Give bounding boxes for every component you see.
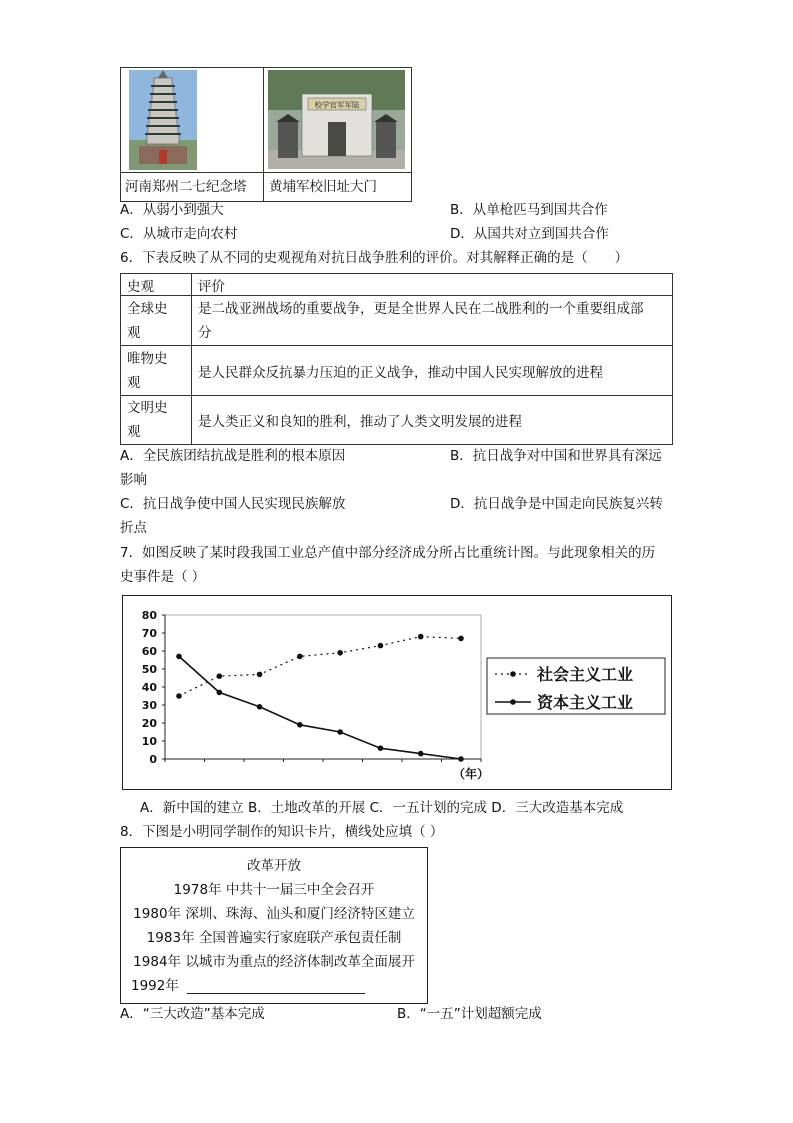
image-table-rowline (121, 172, 411, 173)
q6-row3-eval: 是人类正义和良知的胜利，推动了人类文明发展的进程 (192, 396, 673, 445)
q6-option-c[interactable]: C．抗日战争使中国人民实现民族解放 (120, 496, 346, 512)
data-point-series-2 (378, 745, 384, 751)
q5-option-d[interactable]: D．从国共对立到国共合作 (450, 226, 609, 242)
data-point-series-1 (176, 693, 182, 699)
legend-marker-1 (510, 671, 516, 677)
series-line-2 (179, 656, 461, 759)
q6-row-view (121, 396, 192, 445)
q6-row1-eval-l2: 分 (198, 324, 212, 341)
data-point-series-1 (458, 636, 464, 642)
q6-row1-view-l1: 全球史 (127, 300, 168, 317)
legend-label-2: 资本主义工业 (537, 693, 634, 712)
whampoa-gate-photo (268, 70, 405, 169)
y-tick-label: 50 (141, 663, 157, 676)
x-axis-label: （年） (452, 767, 490, 781)
data-point-series-2 (216, 690, 222, 696)
q5-option-b[interactable]: B．从单枪匹马到国共合作 (450, 202, 608, 218)
q6-row2-view-l1: 唯物史 (127, 350, 168, 367)
q6-row2-eval: 是人民群众反抗暴力压迫的正义战争，推动中国人民实现解放的进程 (192, 346, 673, 396)
legend-marker-2 (510, 699, 516, 705)
answer-blank (187, 979, 365, 994)
q6-header-eval: 评价 (192, 274, 673, 296)
data-point-series-2 (458, 756, 464, 762)
q5-option-c[interactable]: C．从城市走向农村 (120, 226, 238, 242)
q7-line-chart (123, 596, 671, 789)
q6-table (120, 273, 673, 445)
legend-label-1: 社会主义工业 (537, 665, 634, 684)
q7-chart-frame (122, 595, 672, 790)
q6-row-view (121, 346, 192, 396)
data-point-series-2 (337, 729, 343, 735)
y-tick-label: 60 (141, 645, 157, 658)
data-point-series-1 (418, 634, 424, 640)
data-point-series-2 (297, 722, 303, 728)
card-line-1978: 1978年 中共十一届三中全会召开 (173, 882, 375, 898)
q6-row1-view-l2: 观 (127, 324, 141, 341)
image-table-divider (263, 68, 264, 201)
q6-row-view (121, 296, 192, 346)
q6-option-b-line1[interactable]: B．抗日战争对中国和世界具有深远 (450, 448, 662, 464)
q7-stem-line2: 史事件是（ ） (120, 569, 206, 585)
card-line-1980: 1980年 深圳、珠海、汕头和厦门经济特区建立 (133, 906, 415, 922)
data-point-series-2 (418, 751, 424, 757)
q5-option-a[interactable]: A．从弱小到强大 (120, 202, 224, 218)
y-tick-label: 20 (141, 717, 157, 730)
card-line-1983: 1983年 全国普遍实行家庭联产承包责任制 (146, 930, 402, 946)
gate-sign-text: 校学官军军陆 (314, 100, 360, 110)
q6-row3-view-l1: 文明史 (127, 400, 168, 416)
caption-whampoa-gate: 黄埔军校旧址大门 (269, 179, 377, 195)
data-point-series-2 (176, 654, 182, 660)
y-tick-label: 40 (141, 681, 157, 694)
card-year-1992: 1992年 (131, 978, 179, 994)
q8-option-b[interactable]: B．“一五”计划超额完成 (397, 1006, 542, 1022)
image-table (120, 67, 412, 202)
data-point-series-1 (337, 650, 343, 656)
caption-erqi-tower: 河南郑州二七纪念塔 (125, 179, 247, 195)
q6-row3-view-l2: 观 (127, 424, 141, 440)
q6-row-eval (192, 296, 673, 346)
q6-header-view: 史观 (121, 274, 192, 296)
q6-stem: 6．下表反映了从不同的史观视角对抗日战争胜利的评价。对其解释正确的是（ ） (120, 250, 629, 266)
q6-option-b-line2[interactable]: 影响 (120, 472, 147, 488)
q7-options[interactable]: A．新中国的建立 B．土地改革的开展 C．一五计划的完成 D．三大改造基本完成 (140, 800, 624, 816)
data-point-series-1 (257, 672, 263, 678)
card-title: 改革开放 (247, 858, 301, 874)
q7-stem-line1: 7．如图反映了某时段我国工业总产值中部分经济成分所占比重统计图。与此现象相关的历 (120, 545, 656, 561)
y-tick-label: 10 (141, 735, 157, 748)
q8-option-a[interactable]: A．“三大改造”基本完成 (120, 1006, 265, 1022)
data-point-series-2 (257, 704, 263, 710)
y-tick-label: 80 (141, 609, 157, 622)
q6-option-d-line1[interactable]: D．抗日战争是中国走向民族复兴转 (450, 496, 663, 512)
data-point-series-1 (297, 654, 303, 660)
y-tick-label: 70 (141, 627, 157, 640)
q6-row2-view-l2: 观 (127, 374, 141, 391)
series-line-1 (179, 637, 461, 696)
data-point-series-1 (378, 643, 384, 649)
q8-stem: 8．下图是小明同学制作的知识卡片，横线处应填（ ） (120, 824, 444, 840)
y-tick-label: 0 (149, 753, 157, 766)
q6-row1-eval-l1: 是二战亚洲战场的重要战争，更是全世界人民在二战胜利的一个重要组成部 (198, 300, 644, 317)
y-tick-label: 30 (141, 699, 157, 712)
data-point-series-1 (216, 673, 222, 679)
q6-option-d-line2[interactable]: 折点 (120, 520, 147, 536)
knowledge-card (120, 847, 428, 1004)
card-line-1984: 1984年 以城市为重点的经济体制改革全面展开 (133, 954, 415, 970)
q6-option-a[interactable]: A．全民族团结抗战是胜利的根本原因 (120, 448, 346, 464)
erqi-tower-photo (129, 70, 197, 170)
card-line-1992 (131, 974, 365, 994)
